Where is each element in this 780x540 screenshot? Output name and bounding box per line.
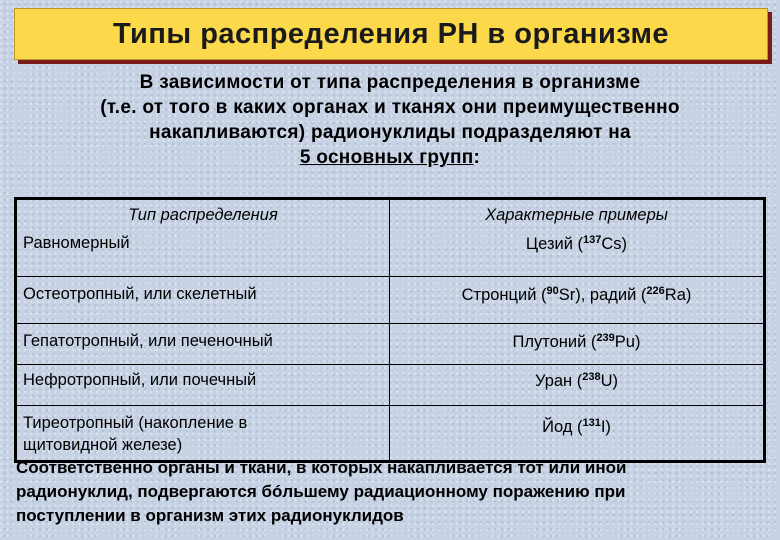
distribution-type-cell: Нефротропный, или почечный [16,365,390,406]
groups-count-emphasis: 5 основных групп [299,147,474,168]
examples-cell: Стронций ($^{90}$Sr), радий ($^{226}$Ra) [390,277,765,324]
conclusion-paragraph [16,456,766,528]
title-banner [14,8,768,60]
page-title: Типы распределения РН в организме [112,17,670,50]
table-row [16,277,765,324]
distribution-type-cell: Остеотропный, или скелетный [16,277,390,324]
conclusion-line: радионуклид, подвергаются бóльшему радиационному поражению при [16,482,626,501]
intro-line: накапливаются) радионуклиды подразделяют на [149,122,631,143]
intro-colon: : [473,147,481,168]
column-header-type: Тип распределения [16,199,390,235]
examples-cell: Цезий ($^{137}$Cs) [390,234,765,277]
distribution-type-cell: Гепатотропный, или печеночный [16,324,390,365]
intro-line [0,145,780,170]
table-row [16,365,765,406]
intro-paragraph [0,70,780,170]
conclusion-line: поступлении в организм этих радионуклидов [16,506,404,525]
distribution-types-table [14,197,766,463]
table-row [16,406,765,462]
table-row [16,324,765,365]
distribution-type-cell: Тиреотропный (накопление в щитовидной железе) [16,406,390,462]
table-header-row [16,199,765,235]
table-row [16,234,765,277]
intro-line: В зависимости от типа распределения в организме [139,72,641,93]
intro-line: (т.е. от того в каких органах и тканях они преимущественно [100,97,680,118]
column-header-examples: Характерные примеры [390,199,765,235]
conclusion-line: Соответственно органы и ткани, в которых накапливается тот или иной [16,458,627,477]
distribution-type-cell: Равномерный [16,234,390,277]
examples-cell: Йод ($^{131}$I) [390,406,765,462]
examples-cell: Уран ($^{238}$U) [390,365,765,406]
examples-cell: Плутоний ($^{239}$Pu) [390,324,765,365]
